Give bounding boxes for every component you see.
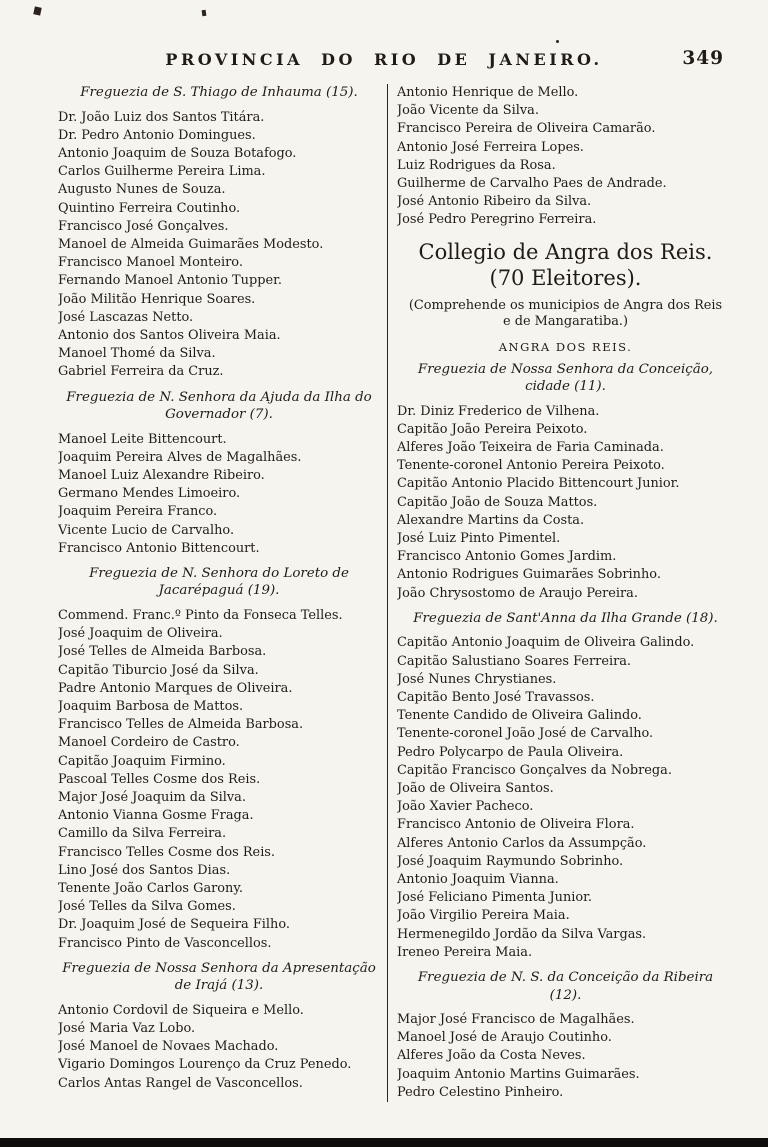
elector-name: Francisco José Gonçalves. [58, 218, 229, 234]
elector-name: Tenente João Carlos Garony. [58, 881, 244, 897]
elector-name: Manoel Luiz Alexandre Ribeiro. [58, 467, 265, 483]
elector-name: João Xavier Pacheco. [397, 799, 534, 815]
elector-name: Luiz Rodrigues da Rosa. [397, 157, 556, 173]
elector-name: Vicente Lucio de Carvalho. [58, 522, 235, 538]
elector-name: Francisco Telles de Almeida Barbosa. [58, 717, 304, 733]
elector-name: Hermenegildo Jordão da Silva Vargas. [397, 926, 647, 942]
elector-name: Tenente Candido de Oliveira Galindo. [397, 708, 642, 724]
elector-name: Manoel Leite Bittencourt. [58, 431, 227, 447]
elector-name: Capitão Tiburcio José da Silva. [58, 662, 259, 678]
elector-name: Carlos Guilherme Pereira Lima. [58, 164, 266, 180]
elector-name: Capitão Antonio Joaquim de Oliveira Galindo. [397, 635, 695, 651]
continued-names [397, 84, 734, 230]
elector-name: Antonio Vianna Gosme Fraga. [58, 808, 254, 824]
elector-name: José Telles de Almeida Barbosa. [58, 644, 267, 660]
elector-name: Pedro Polycarpo de Paula Oliveira. [397, 744, 624, 760]
elector-name: Capitão Bento José Travassos. [397, 689, 595, 705]
elector-name: Francisco Pinto de Vasconcellos. [58, 935, 272, 951]
freguezia-heading: Freguezia de N. Senhora do Loreto de Jacarépaguá (19). [89, 565, 349, 599]
elector-name: Francisco Antonio Bittencourt. [58, 540, 260, 556]
elector-name: Manoel Thomé da Silva. [58, 346, 216, 362]
elector-name: Capitão João de Souza Mattos. [397, 494, 598, 510]
elector-name: José Feliciano Pimenta Junior. [397, 890, 592, 906]
elector-names-list [397, 1011, 734, 1102]
freguezia-heading: Freguezia de S. Thiago de Inhauma (15). [80, 85, 358, 100]
elector-name: José Maria Vaz Lobo. [58, 1021, 196, 1037]
elector-name: José Nunes Chrystianes. [397, 671, 557, 687]
elector-name: Antonio Rodrigues Guimarães Sobrinho. [397, 567, 661, 583]
elector-name: José Manoel de Novaes Machado. [58, 1039, 279, 1055]
elector-name: José Telles da Silva Gomes. [58, 899, 236, 915]
elector-name: Fernando Manoel Antonio Tupper. [58, 273, 282, 289]
elector-name: João Virgilio Pereira Maia. [397, 908, 570, 924]
elector-names-list [397, 634, 734, 962]
right-column [388, 84, 734, 1102]
elector-name: Guilherme de Carvalho Paes de Andrade. [397, 176, 667, 192]
elector-name: Antonio Joaquim Vianna. [397, 872, 559, 887]
college-heading [397, 239, 734, 291]
elector-names-list [58, 431, 380, 558]
elector-name: João Chrysostomo de Araujo Pereira. [397, 585, 638, 601]
elector-name: José Pedro Peregrino Ferreira. [397, 212, 597, 228]
elector-name: Tenente-coronel João José de Carvalho. [397, 726, 654, 742]
elector-name: Francisco Antonio de Oliveira Flora. [397, 817, 635, 833]
elector-name: Padre Antonio Marques de Oliveira. [58, 680, 293, 696]
elector-name: Augusto Nunes de Souza. [58, 182, 226, 198]
elector-name: Commend. Franc.º Pinto da Fonseca Telles. [58, 607, 343, 623]
elector-names-list [58, 607, 380, 953]
elector-name: Antonio Henrique de Mello. [397, 85, 579, 100]
elector-name: Francisco Manoel Monteiro. [58, 255, 243, 271]
left-column-sections [58, 84, 380, 1093]
elector-name: José Joaquim Raymundo Sobrinho. [397, 853, 624, 869]
elector-name: Capitão Francisco Gonçalves da Nobrega. [397, 762, 672, 778]
elector-name: Dr. Pedro Antonio Domingues. [58, 127, 256, 143]
elector-name: Alferes João da Costa Neves. [397, 1048, 586, 1064]
elector-name: João Militão Henrique Soares. [58, 291, 256, 307]
elector-name: Antonio Joaquim de Souza Botafogo. [58, 145, 297, 161]
elector-name: Antonio Cordovil de Siqueira e Mello. [58, 1002, 304, 1018]
elector-name: Joaquim Pereira Alves de Magalhães. [58, 449, 302, 465]
elector-name: Dr. Diniz Frederico de Vilhena. [397, 403, 600, 419]
elector-name: José Joaquim de Oliveira. [58, 626, 223, 642]
right-column-sections [397, 361, 734, 1102]
freguezia-heading: Freguezia de Nossa Senhora da Apresentação de Irajá (13). [62, 960, 376, 994]
page-number: 349 [682, 48, 724, 69]
elector-name: José Lascazas Netto. [58, 309, 194, 325]
college-note: (Comprehende os municipios de Angra dos Reis e de Mangaratiba.) [408, 297, 723, 330]
elector-name: Alferes Antonio Carlos da Assumpção. [397, 835, 647, 851]
freguezia-heading: Freguezia de N. Senhora da Ajuda da Ilha do Governador (7). [66, 389, 372, 423]
elector-name: Manoel Cordeiro de Castro. [58, 735, 240, 751]
elector-name: Capitão João Pereira Peixoto. [397, 421, 588, 437]
elector-name: Francisco Pereira de Oliveira Camarão. [397, 121, 656, 137]
elector-name: João de Oliveira Santos. [397, 780, 554, 796]
elector-name: Joaquim Antonio Martins Guimarães. [397, 1066, 640, 1082]
elector-name: Gabriel Ferreira da Cruz. [58, 364, 224, 380]
elector-name: Dr. João Luiz dos Santos Titára. [58, 109, 265, 125]
page-header [0, 0, 768, 72]
elector-name: Carlos Antas Rangel de Vasconcellos. [58, 1075, 303, 1091]
place-heading: ANGRA DOS REIS. [498, 339, 633, 354]
elector-name: Alexandre Martins da Costa. [397, 512, 585, 528]
elector-name: João Vicente da Silva. [397, 103, 539, 119]
elector-name: Quintino Ferreira Coutinho. [58, 200, 241, 216]
elector-name: Major José Joaquim da Silva. [58, 790, 246, 805]
freguezia-heading: Freguezia de Sant'Anna da Ilha Grande (18). [413, 610, 718, 626]
elector-name: Tenente-coronel Antonio Pereira Peixoto. [397, 458, 665, 474]
elector-name: Capitão Joaquim Firmino. [58, 753, 226, 769]
freguezia-heading: Freguezia de Nossa Senhora da Conceição, cidade (11). [417, 361, 714, 395]
two-column-body [58, 84, 734, 1102]
elector-name: Francisco Telles Cosme dos Reis. [58, 844, 276, 860]
elector-names-list [58, 1002, 380, 1093]
elector-name: Ireneo Pereira Maia. [397, 944, 533, 960]
elector-name: Capitão Antonio Placido Bittencourt Junior. [397, 476, 680, 492]
elector-name: Antonio dos Santos Oliveira Maia. [58, 327, 281, 343]
elector-name: Lino José dos Santos Dias. [58, 862, 231, 878]
elector-names-list [397, 403, 734, 603]
elector-name: Major José Francisco de Magalhães. [397, 1012, 635, 1028]
running-head: PROVINCIA DO RIO DE JANEIRO. [165, 50, 603, 69]
elector-names-list [58, 109, 380, 382]
elector-name: Vigario Domingos Lourenço da Cruz Penedo. [58, 1057, 352, 1073]
elector-name: Pascoal Telles Cosme dos Reis. [58, 771, 261, 787]
elector-name: Joaquim Pereira Franco. [58, 504, 218, 520]
elector-name: Dr. Joaquim José de Sequeira Filho. [58, 917, 290, 933]
elector-name: José Antonio Ribeiro da Silva. [397, 194, 592, 210]
elector-name: Joaquim Barbosa de Mattos. [58, 698, 244, 714]
elector-name: Alferes João Teixeira de Faria Caminada. [397, 440, 664, 456]
freguezia-heading: Freguezia de N. S. da Conceição da Ribeira (12). [417, 970, 714, 1003]
elector-name: Camillo da Silva Ferreira. [58, 826, 227, 842]
elector-name: Manoel José de Araujo Coutinho. [397, 1030, 612, 1046]
scan-bottom-edge [0, 1138, 768, 1147]
elector-name: Antonio José Ferreira Lopes. [397, 139, 584, 155]
elector-name: Francisco Antonio Gomes Jardim. [397, 549, 617, 565]
elector-name: Germano Mendes Limoeiro. [58, 486, 241, 502]
elector-name: Capitão Salustiano Soares Ferreira. [397, 653, 632, 669]
elector-name: Pedro Celestino Pinheiro. [397, 1084, 564, 1100]
left-column [58, 84, 388, 1102]
elector-name: Manoel de Almeida Guimarães Modesto. [58, 236, 324, 252]
college-title-line1: Collegio de Angra dos Reis. [418, 239, 713, 264]
elector-name: José Luiz Pinto Pimentel. [397, 531, 561, 547]
college-title-line2: (70 Eleitores). [489, 265, 642, 290]
